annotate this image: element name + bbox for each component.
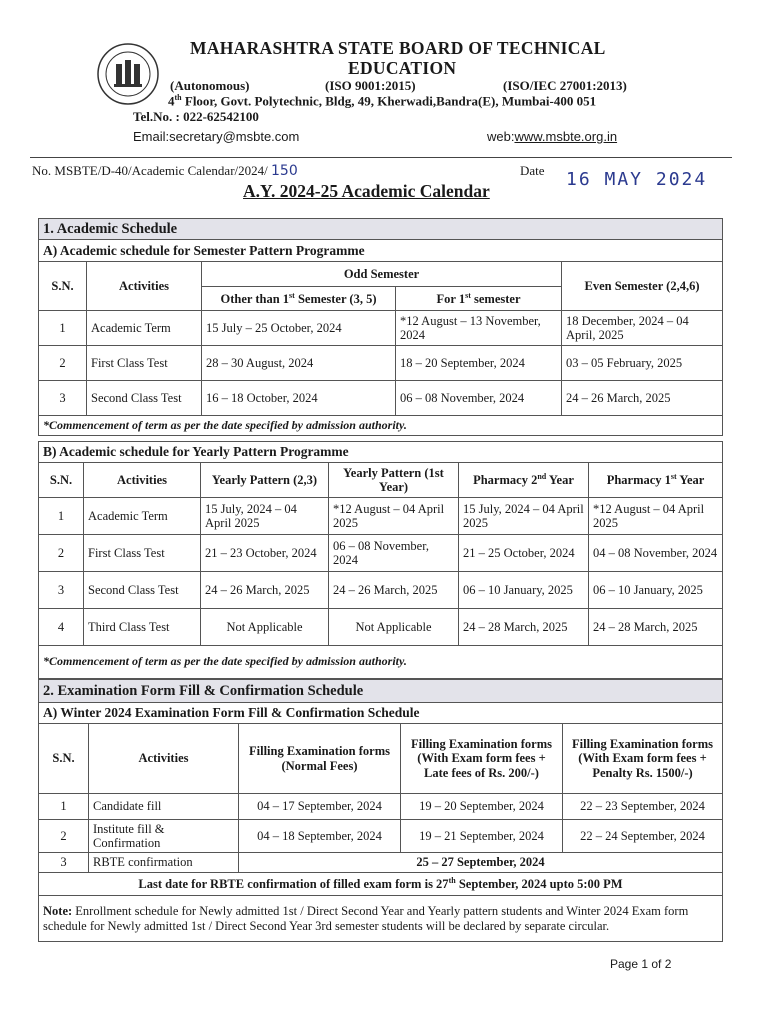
- table-row: 1 Academic Term 15 July – 25 October, 2024 *12 August – 13 November, 2024 18 December, 2024 – 04 April, 2025: [39, 311, 723, 346]
- org-name-line2: EDUCATION: [348, 58, 457, 78]
- section-1b-note: *Commencement of term as per the date specified by admission authority.: [39, 646, 723, 679]
- org-name-line1: MAHARASHTRA STATE BOARD OF TECHNICAL: [190, 38, 606, 58]
- date-label: Date: [520, 163, 545, 178]
- col-header-other-semester: Other than 1st Semester (3, 5): [202, 287, 396, 311]
- rbte-confirmation-dates: 25 – 27 September, 2024: [239, 853, 723, 873]
- last-date-notice: Last date for RBTE confirmation of filled exam form is 27th September, 2024 upto 5:00 PM: [39, 873, 723, 896]
- table-row: 3 Second Class Test 24 – 26 March, 2025 24 – 26 March, 2025 06 – 10 January, 2025 06 – 10 January, 2025: [39, 572, 723, 609]
- col-header-penalty-fees: Filling Examination forms (With Exam form fees + Penalty Rs. 1500/-): [563, 724, 723, 794]
- autonomous-label: (Autonomous): [170, 78, 250, 93]
- page-title: A.Y. 2024-25 Academic Calendar: [243, 181, 490, 201]
- yearly-schedule-table: [38, 441, 723, 679]
- section-1a-title: A) Academic schedule for Semester Pattern Programme: [39, 240, 723, 262]
- col-header-yearly-2-3: Yearly Pattern (2,3): [201, 463, 329, 498]
- iso-27001-label: (ISO/IEC 27001:2013): [503, 78, 627, 93]
- table-row: 2 First Class Test 21 – 23 October, 2024 06 – 08 November, 2024 21 – 25 October, 2024 04 – 08 November, 2024: [39, 535, 723, 572]
- col-header-pharmacy-1st: Pharmacy 1st Year: [589, 463, 723, 498]
- enrollment-note: Note: Enrollment schedule for Newly admitted 1st / Direct Second Year and Yearly pattern students and Winter 2024 Exam form schedule for Newly admitted 1st / Direct Second Year 3rd semester students will be declared by separate circular.: [39, 896, 723, 942]
- col-header-sn: S.N.: [39, 463, 84, 498]
- section-1b-title: B) Academic schedule for Yearly Pattern Programme: [39, 442, 723, 463]
- col-header-late-fees: Filling Examination forms (With Exam form fees + Late fees of Rs. 200/-): [401, 724, 563, 794]
- table-row: 3 RBTE confirmation 25 – 27 September, 2024: [39, 853, 723, 873]
- semester-schedule-table: [38, 218, 723, 436]
- col-header-activities: Activities: [87, 262, 202, 311]
- website: web:www.msbte.org.in: [487, 129, 618, 144]
- section-2a-title: A) Winter 2024 Examination Form Fill & Confirmation Schedule: [39, 703, 723, 724]
- date-stamp: 16 MAY 2024: [566, 169, 708, 190]
- col-header-sn: S.N.: [39, 262, 87, 311]
- website-link[interactable]: www.msbte.org.in: [514, 129, 618, 144]
- col-header-sn: S.N.: [39, 724, 89, 794]
- col-header-odd-semester: Odd Semester: [202, 262, 562, 287]
- exam-form-schedule-table: [38, 679, 723, 942]
- section-1-title: 1. Academic Schedule: [39, 219, 723, 240]
- col-header-activities: Activities: [89, 724, 239, 794]
- section-1a-note: *Commencement of term as per the date specified by admission authority.: [39, 416, 723, 436]
- table-row: 3 Second Class Test 16 – 18 October, 2024 06 – 08 November, 2024 24 – 26 March, 2025: [39, 381, 723, 416]
- section-2-title: 2. Examination Form Fill & Confirmation Schedule: [39, 680, 723, 703]
- msbte-logo: [96, 42, 160, 106]
- address: 4th Floor, Govt. Polytechnic, Bldg, 49, Kherwadi,Bandra(E), Mumbai-400 051: [168, 93, 597, 109]
- table-row: 2 Institute fill & Confirmation 04 – 18 September, 2024 19 – 21 September, 2024 22 – 24 September, 2024: [39, 820, 723, 853]
- table-row: 2 First Class Test 28 – 30 August, 2024 18 – 20 September, 2024 03 – 05 February, 2025: [39, 346, 723, 381]
- table-row: 1 Academic Term 15 July, 2024 – 04 April 2025 *12 August – 04 April 2025 15 July, 2024 – 04 April 2025 *12 August – 04 April 2025: [39, 498, 723, 535]
- email: Email:secretary@msbte.com: [133, 129, 300, 144]
- col-header-first-semester: For 1st semester: [396, 287, 562, 311]
- col-header-pharmacy-2nd: Pharmacy 2nd Year: [459, 463, 589, 498]
- telephone: Tel.No. : 022-62542100: [133, 109, 259, 124]
- col-header-even-semester: Even Semester (2,4,6): [562, 262, 723, 311]
- reference-number: No. MSBTE/D-40/Academic Calendar/2024/ 150: [32, 163, 298, 179]
- table-row: 4 Third Class Test Not Applicable Not Applicable 24 – 28 March, 2025 24 – 28 March, 2025: [39, 609, 723, 646]
- col-header-normal-fees: Filling Examination forms (Normal Fees): [239, 724, 401, 794]
- table-row: 1 Candidate fill 04 – 17 September, 2024 19 – 20 September, 2024 22 – 23 September, 2024: [39, 794, 723, 820]
- iso-9001-label: (ISO 9001:2015): [325, 78, 416, 93]
- col-header-activities: Activities: [84, 463, 201, 498]
- page-number: Page 1 of 2: [610, 957, 672, 971]
- handwritten-number: 150: [271, 163, 298, 179]
- header-divider: [30, 157, 732, 158]
- col-header-yearly-1st: Yearly Pattern (1st Year): [329, 463, 459, 498]
